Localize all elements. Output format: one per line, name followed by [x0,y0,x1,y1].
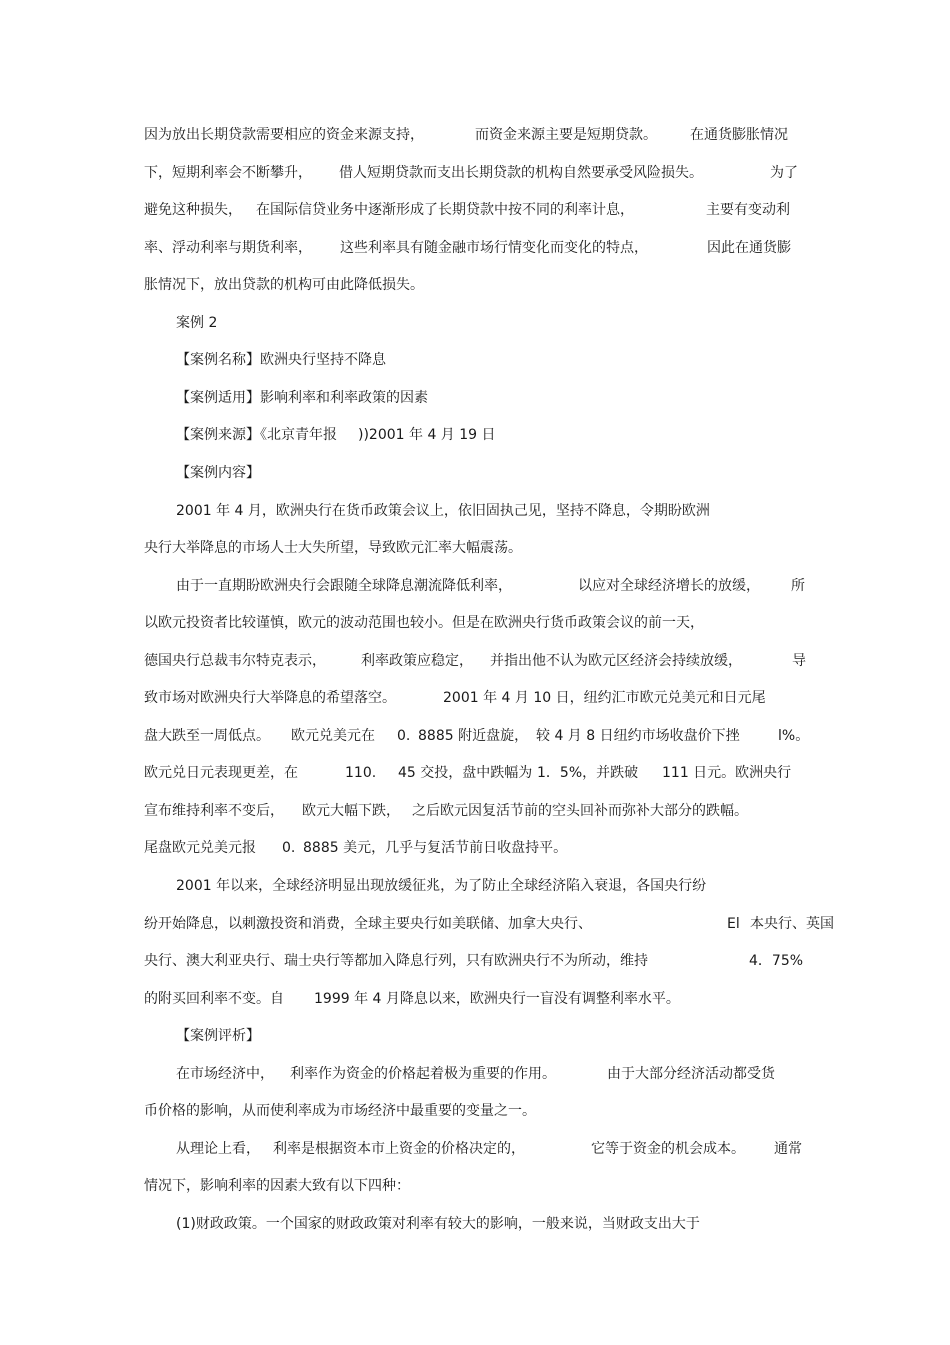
text-segment: 2001 年 4 月，欧洲央行在货币政策会议上，依旧固执己见，坚持不降息，令期盼欧洲 [176,503,710,519]
text-segment: 下，短期利率会不断攀升， [144,165,312,181]
text-segment: 4．75% [749,953,804,969]
text-segment: 纷开始降息，以刺激投资和消费，全球主要央行如美联储、加拿大央行、 [144,916,592,932]
text-segment: 因为放出长期贷款需要相应的资金来源支持， [144,127,424,143]
text-segment: 因此在通货膨 [707,240,791,256]
text-segment: 之后欧元因复活节前的空头回补而弥补大部分的跌幅。 [412,803,748,819]
text-segment: 宣布维持利率不变后， [144,803,284,819]
text-segment: 8885 美元，几乎与复活节前日收盘持平。 [303,840,568,856]
text-segment: 欧元大幅下跌， [302,803,400,819]
text-segment: 导 [792,653,806,669]
text-segment: 0. [282,840,296,856]
text-segment: 【案例内容】 [176,465,260,481]
text-segment: 从理论上看， [176,1141,260,1157]
text-segment: 0. [397,728,411,744]
text-segment: 【案例评析】 [176,1028,260,1044]
text-segment: 【案例名称】欧洲央行坚持不降息 [176,352,386,368]
text-segment: 案例 2 [176,315,218,331]
text-segment: 德国央行总裁韦尔特克表示， [144,653,326,669]
text-segment: 在市场经济中， [176,1066,274,1082]
text-segment: 2001 年以来，全球经济明显出现放缓征兆，为了防止全球经济陷入衰退，各国央行纷 [176,878,707,894]
text-segment: 利率是根据资本市上资金的价格决定的， [273,1141,525,1157]
text-segment: 币价格的影响，从而使利率成为市场经济中最重要的变量之一。 [144,1103,536,1119]
text-segment: 111 日元。欧洲央行 [662,765,792,781]
text-segment: 通常 [774,1141,802,1157]
text-segment: 盘大跌至一周低点。 [144,728,270,744]
text-segment: 1．5%，并跌破 [537,765,639,781]
text-segment: 利率作为资金的价格起着极为重要的作用。 [290,1066,556,1082]
text-segment: 为了 [770,165,798,181]
text-segment: 1999 年 4 月降息以来，欧洲央行一盲没有调整利率水平。 [314,991,680,1007]
text-segment: 在国际信贷业务中逐渐形成了长期贷款中按不同的利率计息， [256,202,634,218]
text-segment: 主要有变动利 [706,202,790,218]
text-segment: 以欧元投资者比较谨慎，欧元的波动范围也较小。但是在欧洲央行货币政策会议的前一天， [144,615,704,631]
text-segment: 以应对全球经济增长的放缓， [578,578,760,594]
text-segment: 致市场对欧洲央行大举降息的希望落空。 [144,690,396,706]
text-segment: 【案例适用】影响利率和利率政策的因素 [176,390,428,406]
text-segment: 在通货膨胀情况 [690,127,788,143]
text-segment: 【案例来源】《北京青年报 [176,427,337,443]
text-segment: 央行大举降息的市场人士大失所望，导致欧元汇率大幅震荡。 [144,540,522,556]
text-segment: 它等于资金的机会成本。 [591,1141,745,1157]
text-segment: 欧元兑美元在 [291,728,375,744]
text-segment: 110. [345,765,377,781]
text-segment: 情况下，影响利率的因素大致有以下四种： [144,1178,410,1194]
text-segment: 这些利率具有随金融市场行情变化而变化的特点， [340,240,648,256]
text-segment: l%。 [778,728,810,744]
text-segment: 避免这种损失， [144,202,242,218]
text-segment: 并指出他不认为欧元区经济会持续放缓， [490,653,742,669]
text-segment: 由于一直期盼欧洲央行会跟随全球降息潮流降低利率， [176,578,512,594]
text-segment: 所 [791,578,805,594]
text-segment: 利率政策应稳定， [361,653,473,669]
text-segment: El [727,916,740,932]
text-segment: 本央行、英国 [750,916,834,932]
text-segment: 由于大部分经济活动都受货 [607,1066,775,1082]
text-segment: 而资金来源主要是短期贷款。 [475,127,657,143]
text-segment: (1)财政政策。一个国家的财政政策对利率有较大的影响，一般来说，当财政支出大于 [176,1216,700,1232]
text-segment: 2001 年 4 月 10 日，纽约汇市欧元兑美元和日元尾 [443,690,766,706]
text-segment: 央行、澳大利亚央行、瑞士央行等都加入降息行列，只有欧洲央行不为所动，维持 [144,953,648,969]
text-segment: 尾盘欧元兑美元报 [144,840,256,856]
text-segment: 胀情况下，放出贷款的机构可由此降低损失。 [144,277,424,293]
text-segment: 45 交投，盘中跌幅为 [398,765,533,781]
text-segment: 借人短期贷款而支出长期贷款的机构自然要承受风险损失。 [339,165,703,181]
text-segment: 欧元兑日元表现更差，在 [144,765,298,781]
text-segment: ))2001 年 4 月 19 日 [358,427,496,443]
text-segment: 率、浮动利率与期货利率， [144,240,312,256]
text-segment: 较 4 月 8 日纽约市场收盘价下挫 [536,728,740,744]
text-segment: 的附买回利率不变。自 [144,991,284,1007]
text-segment: 8885 附近盘旋， [418,728,529,744]
